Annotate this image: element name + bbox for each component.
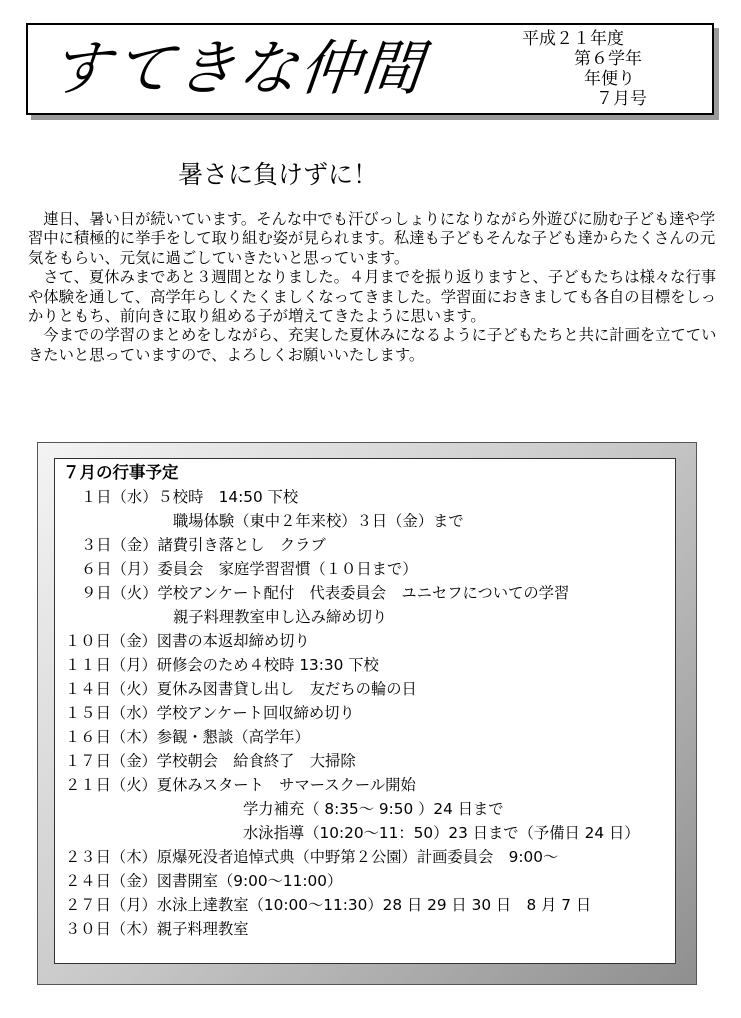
event-row: １日（水）５校時 14:50 下校 [81,488,299,506]
event-row: １７日（金）学校朝会 給食終了 大掃除 [65,752,356,770]
event-row: １０日（金）図書の本返却締め切り [65,632,310,650]
event-row: １１日（月）研修会のため４校時 13:30 下校 [65,656,379,674]
article-headline: 暑さに負けずに！ [178,160,379,189]
masthead-title: すてきな仲間 [46,34,428,104]
event-row: ２４日（金）図書開室（9:00～11:00） [65,872,343,890]
event-row: 学力補充（ 8:35～ 9:50 ）24 日まで [243,800,504,818]
event-row: ２７日（月）水泳上達教室（10:00～11:30）28 日 29 日 30 日 8 月 7 日 [65,896,592,914]
intro-text [28,210,718,365]
issue-month: ７月号 [596,89,647,109]
event-row: ６日（月）委員会 家庭学習習慣（１０日まで） [81,560,418,578]
issue-info [514,29,714,109]
issue-year: 平成２１年度 [522,29,624,49]
event-row: ２１日（火）夏休みスタート サマースクール開始 [65,776,416,794]
event-schedule-frame [37,442,697,985]
event-schedule [54,458,676,964]
intro-paragraph: 今までの学習のまとめをしながら、充実した夏休みになるように子どもたちと共に計画を立てていきたいと思っていますので、よろしくお願いいたします。 [28,326,717,364]
event-row: １６日（木）参観・懇談（高学年） [65,728,310,746]
event-row: 水泳指導（10:20～11：50）23 日まで（予備日 24 日） [243,824,640,842]
event-row: 親子料理教室申し込み締め切り [173,608,388,626]
event-row: ３０日（木）親子料理教室 [65,920,249,938]
intro-paragraph: さて、夏休みまであと３週間となりました。４月までを振り返りますと、子どもたちは様々な行事や体験を通して、高学年らしくたくましくなってきました。学習面におきましても各自の目標をしっかりともち、前向きに取り組める子が増えてきたように思います。 [28,268,717,326]
event-schedule-title: ７月の行事予定 [63,463,179,482]
event-row: ９日（火）学校アンケート配付 代表委員会 ユニセフについての学習 [81,584,570,602]
issue-grade: 第６学年 [574,49,642,69]
event-row: 職場体験（東中２年来校）３日（金）まで [173,512,464,530]
intro-paragraph: 連日、暑い日が続いています。そんな中でも汗びっしょりになりながら外遊びに励む子ども達や学習中に積極的に挙手をして取り組む姿が見られます。私達も子どもそんな子ども達からたくさんの元気をもらい、元気に過ごしていきたいと思っています。 [28,210,716,267]
event-row: １５日（水）学校アンケート回収締め切り [65,704,355,722]
event-row: ２３日（木）原爆死没者追悼式典（中野第２公園）計画委員会 9:00～ [65,848,559,866]
issue-type: 年便り [584,69,635,89]
event-row: １４日（火）夏休み図書貸し出し 友だちの輪の日 [65,680,417,698]
newsletter-header [26,23,714,115]
event-row: ３日（金）諸費引き落とし クラブ [81,536,326,554]
